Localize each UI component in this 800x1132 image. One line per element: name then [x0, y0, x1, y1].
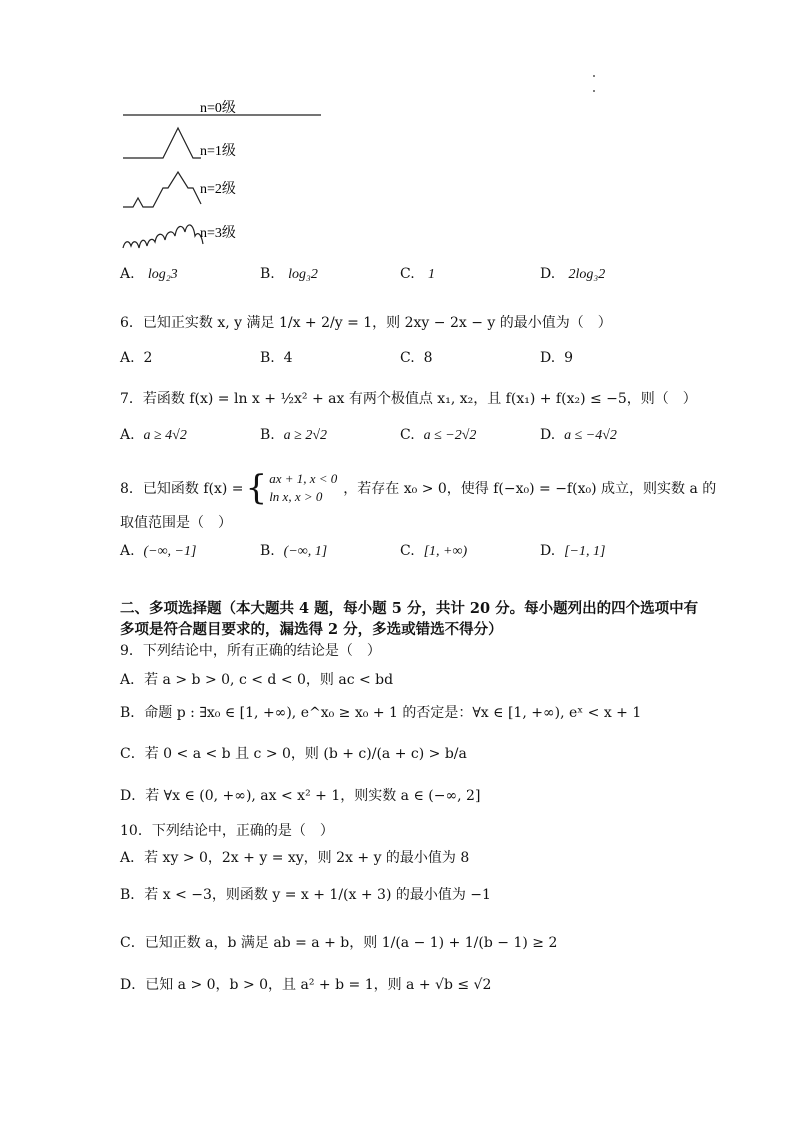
q6-option-a[interactable] — [120, 350, 152, 366]
option-letter: B. — [260, 543, 275, 559]
option-letter: D. — [540, 543, 556, 559]
piecewise-cases — [269, 470, 337, 506]
option-letter: A. — [120, 266, 135, 282]
option-letter: B. — [260, 350, 275, 366]
option-text: [−1, 1] — [564, 544, 606, 559]
q8-option-a[interactable] — [120, 543, 196, 560]
q8-stem — [120, 470, 716, 506]
option-text: log₂3 — [147, 267, 178, 282]
option-text: 9 — [564, 350, 574, 366]
option-text: log₃2 — [288, 267, 318, 282]
option-text: a ≥ 2√2 — [283, 428, 328, 443]
option-text: 2 — [143, 350, 153, 366]
q10-option-a[interactable]: A．若 xy > 0，2x + y = xy，则 2x + y 的最小值为 8 — [120, 850, 470, 866]
q8-stem-suffix: ，若存在 x₀ > 0，使得 f(−x₀) = −f(x₀) 成立，则实数 a 的 — [343, 481, 717, 497]
q10-option-c[interactable]: C．已知正数 a，b 满足 ab = a + b，则 1/(a − 1) + 1/(b − 1) ≥ 2 — [120, 935, 558, 951]
q9-stem: 9．下列结论中，所有正确的结论是（ ） — [120, 643, 381, 659]
fractal-level-2-label: n=2级 — [200, 182, 236, 197]
option-text: [1, +∞) — [423, 544, 468, 559]
koch-level-3 — [123, 225, 203, 248]
option-text: 8 — [423, 350, 433, 366]
q7-option-d[interactable] — [540, 427, 617, 444]
q5-option-b[interactable] — [260, 266, 318, 283]
koch-curve-figure — [115, 92, 375, 252]
q7-option-a[interactable] — [120, 427, 187, 444]
q7-option-b[interactable] — [260, 427, 327, 444]
piecewise-case-1: ax + 1, x < 0 — [269, 471, 338, 486]
q6-option-c[interactable] — [400, 350, 433, 366]
q9-option-a[interactable]: A．若 a > b > 0, c < d < 0，则 ac < bd — [120, 672, 394, 688]
q10-option-b[interactable]: B．若 x < −3，则函数 y = x + 1/(x + 3) 的最小值为 −1 — [120, 887, 491, 903]
q7-option-c[interactable] — [400, 427, 476, 444]
option-text: 2log₃2 — [568, 267, 606, 282]
fractal-level-1-label: n=1级 — [200, 144, 236, 159]
option-letter: A. — [120, 543, 135, 559]
q8-option-b[interactable] — [260, 543, 327, 560]
q8-option-c[interactable] — [400, 543, 467, 560]
option-letter: C. — [400, 266, 415, 282]
q7-stem: 7．若函数 f(x) = ln x + ½x² + ax 有两个极值点 x₁, x₂，且 f(x₁) + f(x₂) ≤ −5，则（ ） — [120, 391, 697, 407]
fractal-level-0-label: n=0级 — [200, 101, 236, 116]
option-letter: C. — [400, 543, 415, 559]
option-letter: D. — [540, 427, 556, 443]
option-letter: B. — [260, 427, 275, 443]
q9-option-d[interactable]: D．若 ∀x ∈ (0, +∞), ax < x² + 1，则实数 a ∈ (−∞, 2] — [120, 788, 481, 804]
q5-option-a[interactable] — [120, 266, 178, 283]
option-letter: A. — [120, 427, 135, 443]
q5-option-c[interactable] — [400, 266, 435, 283]
corner-dot — [593, 90, 595, 92]
koch-level-1 — [123, 128, 201, 158]
option-text: (−∞, 1] — [283, 544, 328, 559]
option-text: (−∞, −1] — [143, 544, 197, 559]
q6-stem: 6．已知正实数 x, y 满足 1/x + 2/y = 1，则 2xy − 2x − y 的最小值为（ ） — [120, 315, 612, 331]
q8-option-d[interactable] — [540, 543, 605, 560]
option-text: 1 — [428, 267, 436, 282]
q9-option-c[interactable]: C．若 0 < a < b 且 c > 0，则 (b + c)/(a + c) > b/a — [120, 746, 467, 762]
q6-option-b[interactable] — [260, 350, 293, 366]
q5-option-d[interactable] — [540, 266, 605, 283]
corner-dot — [593, 75, 595, 77]
q8-stem-line2: 取值范围是（ ） — [120, 515, 232, 531]
fractal-level-3-label: n=3级 — [200, 226, 236, 241]
piecewise-brace: { — [245, 468, 268, 508]
q6-option-d[interactable] — [540, 350, 573, 366]
koch-level-2 — [123, 172, 201, 207]
q8-stem-prefix: 8．已知函数 f(x) = — [120, 481, 244, 497]
piecewise-case-2: ln x, x > 0 — [269, 489, 323, 504]
option-text: a ≤ −2√2 — [423, 428, 477, 443]
option-letter: D. — [540, 350, 556, 366]
q10-stem: 10．下列结论中，正确的是（ ） — [120, 823, 334, 839]
option-text: a ≤ −4√2 — [564, 428, 617, 443]
q9-option-b[interactable]: B．命题 p : ∃x₀ ∈ [1, +∞), e^x₀ ≥ x₀ + 1 的否定是：∀x ∈ [1, +∞), eˣ < x + 1 — [120, 705, 642, 721]
option-text: 4 — [283, 350, 293, 366]
option-letter: D. — [540, 266, 556, 282]
option-text: a ≥ 4√2 — [143, 428, 187, 443]
option-letter: B. — [260, 266, 275, 282]
option-letter: C. — [400, 427, 415, 443]
option-letter: A. — [120, 350, 135, 366]
section-2-heading: 二、多项选择题（本大题共 4 题，每小题 5 分，共计 20 分。每小题列出的四个选项中有多项是符合题目要求的，漏选得 2 分，多选或错选不得分） — [120, 600, 699, 638]
option-letter: C. — [400, 350, 415, 366]
q10-option-d[interactable]: D．已知 a > 0，b > 0，且 a² + b = 1，则 a + √b ≤ √2 — [120, 977, 492, 993]
